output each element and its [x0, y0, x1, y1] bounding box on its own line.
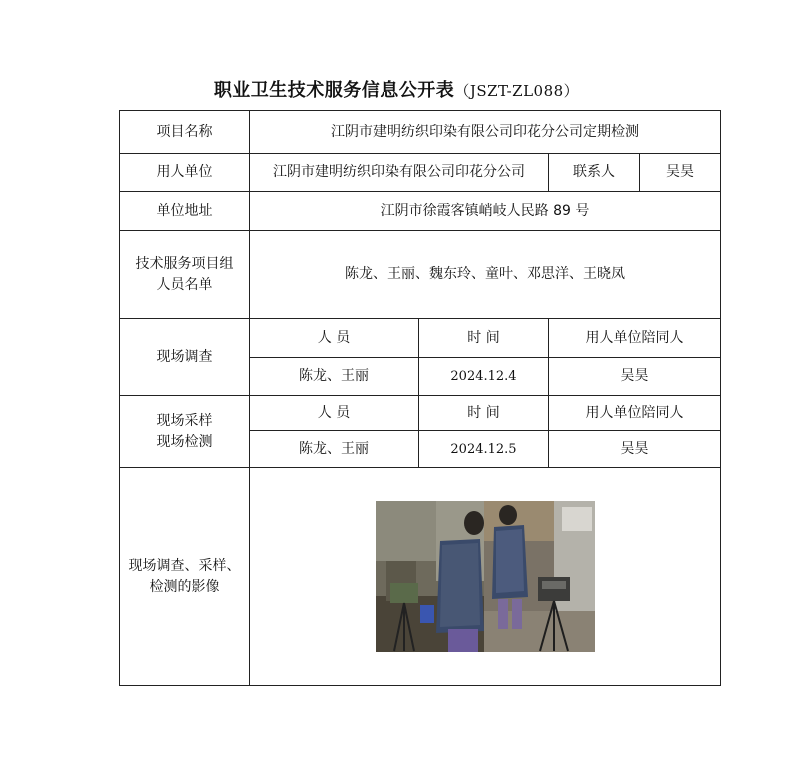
title-main: 职业卫生技术服务信息公开表	[213, 80, 455, 101]
images-label-line2: 检测的影像	[149, 578, 220, 595]
contact-label: 联系人	[549, 154, 640, 192]
row-sampling-header	[120, 396, 721, 431]
sampling-label-line2: 现场检测	[156, 433, 213, 450]
sampling-personnel: 陈龙、王丽	[250, 431, 419, 468]
images-cell	[250, 468, 721, 686]
address-label: 单位地址	[120, 192, 250, 231]
photo-sampling-image	[484, 501, 595, 652]
survey-col-escort: 用人单位陪同人	[549, 319, 721, 358]
contact-value: 吴昊	[640, 154, 721, 192]
row-project	[120, 111, 721, 154]
info-table	[119, 110, 721, 686]
row-images	[120, 468, 721, 686]
team-label-line2: 人员名单	[156, 276, 213, 293]
team-label	[120, 231, 250, 319]
photo-group	[376, 501, 595, 652]
survey-escort: 吴昊	[549, 358, 721, 396]
images-label-line1: 现场调查、采样、	[128, 557, 241, 574]
photo-survey-image	[376, 501, 484, 652]
project-label: 项目名称	[120, 111, 250, 154]
row-team	[120, 231, 721, 319]
survey-col-time: 时 间	[419, 319, 549, 358]
sampling-label-line1: 现场采样	[156, 412, 213, 429]
team-label-line1: 技术服务项目组	[135, 255, 234, 272]
row-survey-header	[120, 319, 721, 358]
sampling-col-escort: 用人单位陪同人	[549, 396, 721, 431]
survey-label: 现场调查	[120, 319, 250, 396]
row-address	[120, 192, 721, 231]
project-value: 江阴市建明纺织印染有限公司印花分公司定期检测	[250, 111, 721, 154]
sampling-col-personnel: 人 员	[250, 396, 419, 431]
site-photo-sampling	[484, 501, 595, 652]
site-photo-survey	[376, 501, 484, 652]
survey-time: 2024.12.4	[419, 358, 549, 396]
images-label	[120, 468, 250, 686]
team-value: 陈龙、王丽、魏东玲、童叶、邓思洋、王晓凤	[250, 231, 721, 319]
survey-col-personnel: 人 员	[250, 319, 419, 358]
sampling-col-time: 时 间	[419, 396, 549, 431]
sampling-label	[120, 396, 250, 468]
employer-label: 用人单位	[120, 154, 250, 192]
title-code: （JSZT-ZL088）	[454, 82, 580, 100]
page-title	[0, 76, 793, 102]
row-employer	[120, 154, 721, 192]
employer-value: 江阴市建明纺织印染有限公司印花分公司	[250, 154, 549, 192]
survey-personnel: 陈龙、王丽	[250, 358, 419, 396]
sampling-escort: 吴昊	[549, 431, 721, 468]
sampling-time: 2024.12.5	[419, 431, 549, 468]
address-value: 江阴市徐霞客镇峭岐人民路 89 号	[250, 192, 721, 231]
